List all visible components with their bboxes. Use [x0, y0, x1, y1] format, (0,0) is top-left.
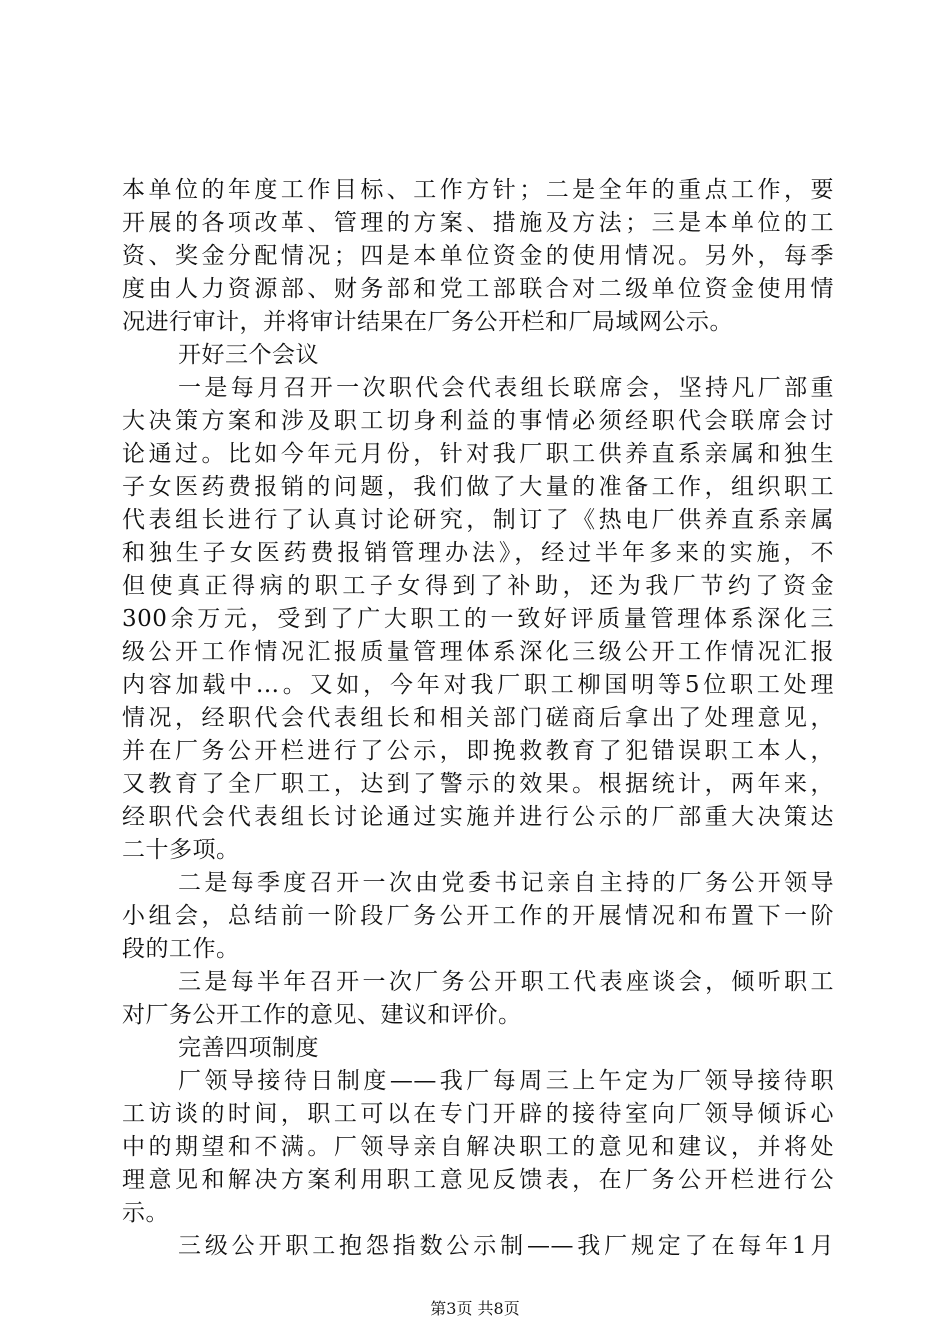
text-line: 二是每季度召开一次由党委书记亲自主持的厂务公开领导: [178, 870, 834, 896]
text-line: 内容加载中...。又如，今年对我厂职工柳国明等5位职工处理: [122, 672, 834, 698]
text-line: 小组会，总结前一阶段厂务公开工作的开展情况和布置下一阶: [122, 903, 834, 929]
text-line: 本单位的年度工作目标、工作方针；二是全年的重点工作，要: [122, 177, 834, 203]
section-heading-four-systems: 完善四项制度: [178, 1035, 319, 1061]
text-line: 300余万元，受到了广大职工的一致好评质量管理体系深化三: [122, 606, 834, 632]
text-line: 情况，经职代会代表组长和相关部门磋商后拿出了处理意见，: [122, 705, 834, 731]
text-line: 对厂务公开工作的意见、建议和评价。: [122, 1002, 522, 1028]
text-line: 子女医药费报销的问题，我们做了大量的准备工作，组织职工: [122, 474, 834, 500]
text-line: 三级公开职工抱怨指数公示制——我厂规定了在每年1月: [178, 1233, 834, 1259]
text-line: 段的工作。: [122, 936, 240, 962]
section-heading-three-meetings: 开好三个会议: [178, 342, 319, 368]
text-line: 资、奖金分配情况；四是本单位资金的使用情况。另外，每季: [122, 243, 834, 269]
text-line: 并在厂务公开栏进行了公示，即挽救教育了犯错误职工本人，: [122, 738, 834, 764]
page-number-footer: 第3页 共8页: [430, 1299, 520, 1318]
text-line: 况进行审计，并将审计结果在厂务公开栏和厂局域网公示。: [122, 309, 733, 335]
text-line: 中的期望和不满。厂领导亲自解决职工的意见和建议，并将处: [122, 1134, 834, 1160]
text-line: 但使真正得病的职工子女得到了补助，还为我厂节约了资金: [122, 573, 834, 599]
text-line: 经职代会代表组长讨论通过实施并进行公示的厂部重大决策达: [122, 804, 834, 830]
text-line: 度由人力资源部、财务部和党工部联合对二级单位资金使用情: [122, 276, 834, 302]
text-line: 理意见和解决方案利用职工意见反馈表，在厂务公开栏进行公: [122, 1167, 834, 1193]
text-line: 代表组长进行了认真讨论研究，制订了《热电厂供养直系亲属: [122, 507, 834, 533]
text-line: 论通过。比如今年元月份，针对我厂职工供养直系亲属和独生: [122, 441, 834, 467]
text-line: 开展的各项改革、管理的方案、措施及方法；三是本单位的工: [122, 210, 834, 236]
text-line: 示。: [122, 1200, 169, 1226]
text-line: 大决策方案和涉及职工切身利益的事情必须经职代会联席会讨: [122, 408, 834, 434]
text-line: 三是每半年召开一次厂务公开职工代表座谈会，倾听职工: [178, 969, 834, 995]
text-line: 和独生子女医药费报销管理办法》，经过半年多来的实施，不: [122, 540, 834, 566]
text-line: 二十多项。: [122, 837, 240, 863]
text-line: 工访谈的时间，职工可以在专门开辟的接待室向厂领导倾诉心: [122, 1101, 834, 1127]
text-line: 一是每月召开一次职代会代表组长联席会，坚持凡厂部重: [178, 375, 834, 401]
text-line: 厂领导接待日制度——我厂每周三上午定为厂领导接待职: [178, 1068, 834, 1094]
text-line: 级公开工作情况汇报质量管理体系深化三级公开工作情况汇报: [122, 639, 834, 665]
text-line: 又教育了全厂职工，达到了警示的效果。根据统计，两年来，: [122, 771, 834, 797]
